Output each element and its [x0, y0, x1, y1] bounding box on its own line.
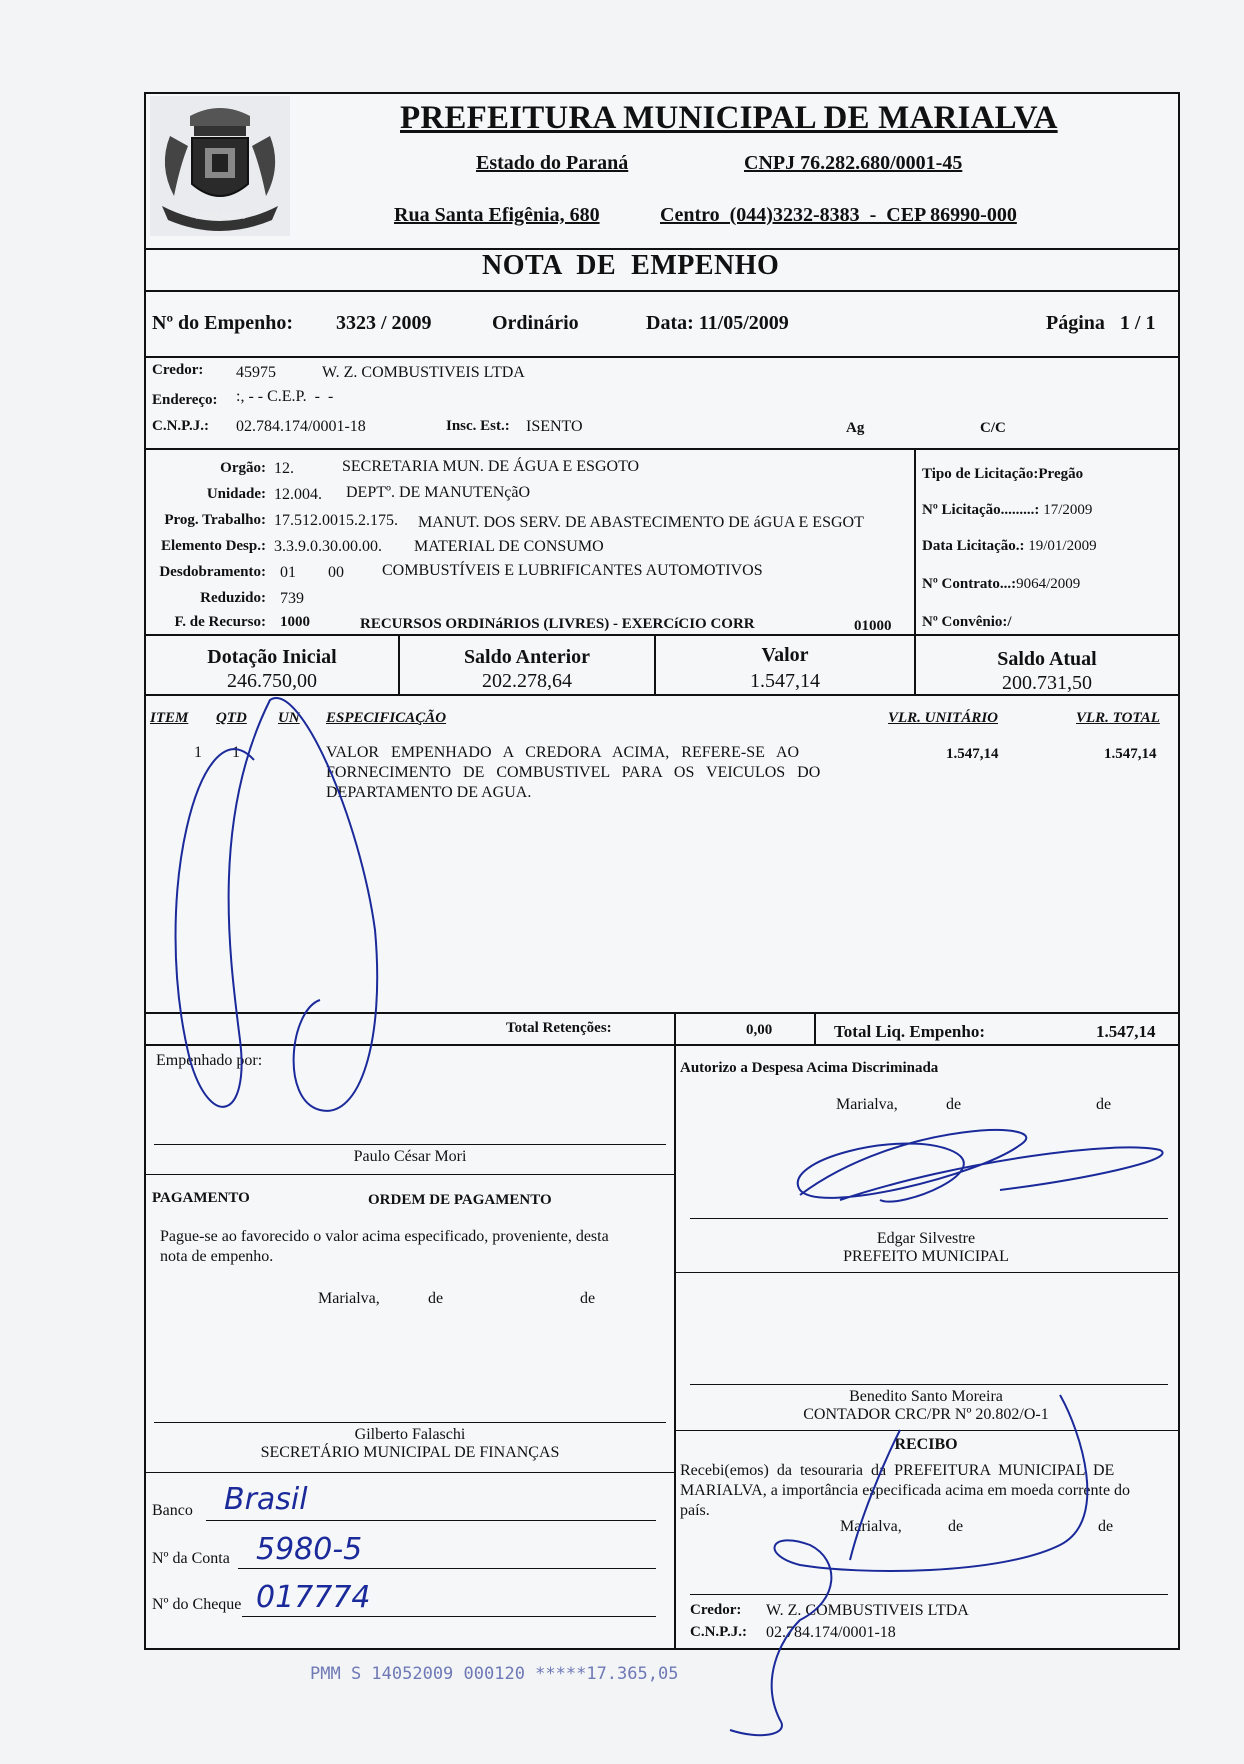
recurso-name: RECURSOS ORDINáRIOS (LIVRES) - EXERCíCIO CORR	[360, 616, 755, 632]
elemento-code: 3.3.9.0.30.00.00.	[274, 538, 382, 555]
ordem-pagamento-label: ORDEM DE PAGAMENTO	[368, 1192, 552, 1208]
recurso-label: F. de Recurso:	[174, 614, 266, 630]
col-vlr-total: VLR. TOTAL	[1076, 710, 1160, 726]
recibo-cnpj-label: C.N.P.J.:	[690, 1624, 747, 1640]
orgao-label: Orgão:	[220, 460, 266, 476]
recurso-code: 1000	[280, 614, 310, 630]
autorizo-de-2: de	[1096, 1096, 1112, 1113]
recibo-title: RECIBO	[894, 1436, 958, 1453]
empenho-type: Ordinário	[492, 312, 579, 334]
municipality-contact: Centro (044)3232-8383 - CEP 86990-000	[660, 204, 1017, 226]
prefeito-role: PREFEITO MUNICIPAL	[843, 1248, 1009, 1265]
credor-address: :, - - C.E.P. - -	[236, 388, 334, 405]
prog-name: MANUT. DOS SERV. DE ABASTECIMENTO DE áGUA E ESGOT	[418, 514, 864, 531]
prefeito-name: Edgar Silvestre	[876, 1230, 976, 1247]
insc-label: Insc. Est.:	[446, 418, 510, 434]
insc-value: ISENTO	[526, 418, 583, 435]
credor-cnpj: 02.784.174/0001-18	[236, 418, 366, 435]
item-spec-line-2: FORNECIMENTO DE COMBUSTIVEL PARA OS VEICULOS DO	[326, 764, 821, 781]
licitacao-date-value: 19/01/2009	[1024, 538, 1097, 554]
credor-cnpj-label: C.N.P.J.:	[152, 418, 209, 434]
credor-label: Credor:	[152, 362, 204, 378]
licitacao-type-text: Tipo de Licitação:Pregão	[922, 466, 1084, 482]
total-retencoes-label: Total Retenções:	[506, 1020, 612, 1036]
unidade-name: DEPTº. DE MANUTENçãO	[346, 484, 531, 501]
convenio-label: Nº Convênio:/	[922, 614, 1012, 630]
saldo-anterior-label: Saldo Anterior	[463, 646, 591, 668]
contrato-number	[922, 576, 1080, 593]
saldo-anterior-value: 202.278,64	[482, 670, 572, 692]
valor-value: 1.547,14	[750, 670, 820, 692]
item-total-value: 1.547,14	[1104, 746, 1157, 762]
dotacao-inicial-value: 246.750,00	[227, 670, 317, 692]
reduzido-label: Reduzido:	[200, 590, 266, 606]
document-title: NOTA DE EMPENHO	[482, 250, 780, 281]
contrato-value: 9064/2009	[1016, 576, 1081, 592]
licitacao-date-label: Data Licitação.:	[922, 538, 1025, 554]
crest-motto: MARIALVA	[195, 211, 245, 222]
recurso-number: 01000	[854, 618, 892, 634]
recibo-credor-label: Credor:	[690, 1602, 742, 1618]
item-qtd: 1	[232, 744, 240, 761]
licitacao-number-value: 17/2009	[1039, 502, 1093, 518]
col-un: UN	[278, 710, 300, 726]
pagamento-local: Marialva,	[318, 1290, 380, 1307]
municipality-address: Rua Santa Efigênia, 680	[394, 204, 600, 226]
reduzido-value: 739	[280, 590, 304, 607]
recibo-cnpj: 02.784.174/0001-18	[766, 1624, 896, 1641]
elemento-name: MATERIAL DE CONSUMO	[414, 538, 604, 555]
item-spec-line-1: VALOR EMPENHADO A CREDORA ACIMA, REFERE-SE AO	[326, 744, 800, 761]
empenhado-por-label: Empenhado por:	[156, 1052, 263, 1069]
municipal-crest	[150, 96, 290, 236]
recibo-text-1: Recebi(emos) da tesouraria da PREFEITURA MUNICIPAL DE	[680, 1462, 1115, 1479]
licitacao-type	[922, 466, 1083, 483]
desdobramento-code-2: 00	[328, 564, 344, 581]
saldo-atual-label: Saldo Atual	[997, 648, 1097, 670]
pagamento-de-2: de	[580, 1290, 596, 1307]
recibo-local: Marialva,	[840, 1518, 902, 1535]
elemento-label: Elemento Desp.:	[161, 538, 266, 554]
licitacao-date	[922, 538, 1097, 555]
empenhado-por-name: Paulo César Mori	[353, 1148, 467, 1165]
credor-code: 45975	[236, 364, 276, 381]
recibo-de-1: de	[948, 1518, 964, 1535]
pague-se-line-1: Pague-se ao favorecido o valor acima especificado, proveniente, desta	[160, 1228, 609, 1245]
col-especificacao: ESPECIFICAÇÃO	[326, 710, 447, 726]
recibo-credor-name: W. Z. COMBUSTIVEIS LTDA	[766, 1602, 969, 1619]
unidade-code: 12.004.	[274, 486, 322, 503]
page-number: Página 1 / 1	[1046, 312, 1156, 334]
orgao-code: 12.	[274, 460, 294, 477]
col-qtd: QTD	[216, 710, 247, 726]
nota-de-empenho-document	[144, 92, 1180, 1650]
bank-stamp: PMM S 14052009 000120 *****17.365,05	[310, 1664, 679, 1684]
endereco-label: Endereço:	[152, 392, 218, 408]
total-retencoes-value: 0,00	[746, 1022, 773, 1038]
valor-label: Valor	[761, 644, 809, 666]
total-liq-label: Total Liq. Empenho:	[834, 1022, 985, 1041]
prog-label: Prog. Trabalho:	[164, 512, 266, 528]
cc-label: C/C	[980, 420, 1006, 436]
col-vlr-unitario: VLR. UNITÁRIO	[888, 710, 999, 726]
cheque-handwritten: 017774	[256, 1580, 371, 1615]
saldo-atual-value: 200.731,50	[1002, 672, 1092, 694]
total-liq-value: 1.547,14	[1096, 1022, 1156, 1041]
desdobramento-code-1: 01	[280, 564, 296, 581]
item-unit-value: 1.547,14	[946, 746, 999, 762]
desdobramento-label: Desdobramento:	[159, 564, 266, 580]
secretario-role: SECRETÁRIO MUNICIPAL DE FINANÇAS	[260, 1444, 560, 1461]
conta-handwritten: 5980-5	[256, 1532, 363, 1567]
contrato-label: Nº Contrato...:	[922, 576, 1017, 592]
secretario-name: Gilberto Falaschi	[354, 1426, 466, 1443]
dotacao-inicial-label: Dotação Inicial	[207, 646, 337, 668]
item-number: 1	[194, 744, 202, 761]
municipality-title: PREFEITURA MUNICIPAL DE MARIALVA	[400, 100, 1058, 136]
orgao-name: SECRETARIA MUN. DE ÁGUA E ESGOTO	[342, 458, 640, 475]
contador-name: Benedito Santo Moreira	[849, 1388, 1003, 1405]
recibo-text-3: país.	[680, 1502, 710, 1519]
autorizo-label: Autorizo a Despesa Acima Discriminada	[680, 1060, 939, 1076]
municipality-cnpj: CNPJ 76.282.680/0001-45	[744, 152, 963, 174]
conta-label: Nº da Conta	[152, 1550, 230, 1567]
empenho-date: Data: 11/05/2009	[646, 312, 789, 334]
pagamento-de-1: de	[428, 1290, 444, 1307]
licitacao-number	[922, 502, 1092, 519]
licitacao-number-label: Nº Licitação.........:	[922, 502, 1040, 518]
item-spec-line-3: DEPARTAMENTO DE AGUA.	[326, 784, 532, 801]
state-label: Estado do Paraná	[476, 152, 629, 174]
unidade-label: Unidade:	[206, 486, 266, 502]
banco-label: Banco	[152, 1502, 193, 1519]
autorizo-de-1: de	[946, 1096, 962, 1113]
credor-name: W. Z. COMBUSTIVEIS LTDA	[322, 364, 525, 381]
ag-label: Ag	[846, 420, 865, 436]
autorizo-local: Marialva,	[836, 1096, 898, 1113]
desdobramento-name: COMBUSTÍVEIS E LUBRIFICANTES AUTOMOTIVOS	[382, 562, 763, 579]
banco-handwritten: Brasil	[224, 1482, 308, 1517]
recibo-text-2: MARIALVA, a importância especificada acima em moeda corrente do	[680, 1482, 1131, 1499]
contador-role: CONTADOR CRC/PR Nº 20.802/O-1	[803, 1406, 1049, 1423]
empenho-number: 3323 / 2009	[336, 312, 432, 334]
empenho-number-label: Nº do Empenho:	[152, 312, 294, 334]
recibo-de-2: de	[1098, 1518, 1114, 1535]
col-item: ITEM	[150, 710, 189, 726]
cheque-label: Nº do Cheque	[152, 1596, 242, 1613]
pague-se-line-2: nota de empenho.	[160, 1248, 274, 1265]
pagamento-label: PAGAMENTO	[152, 1190, 250, 1206]
prog-code: 17.512.0015.2.175.	[274, 512, 398, 529]
